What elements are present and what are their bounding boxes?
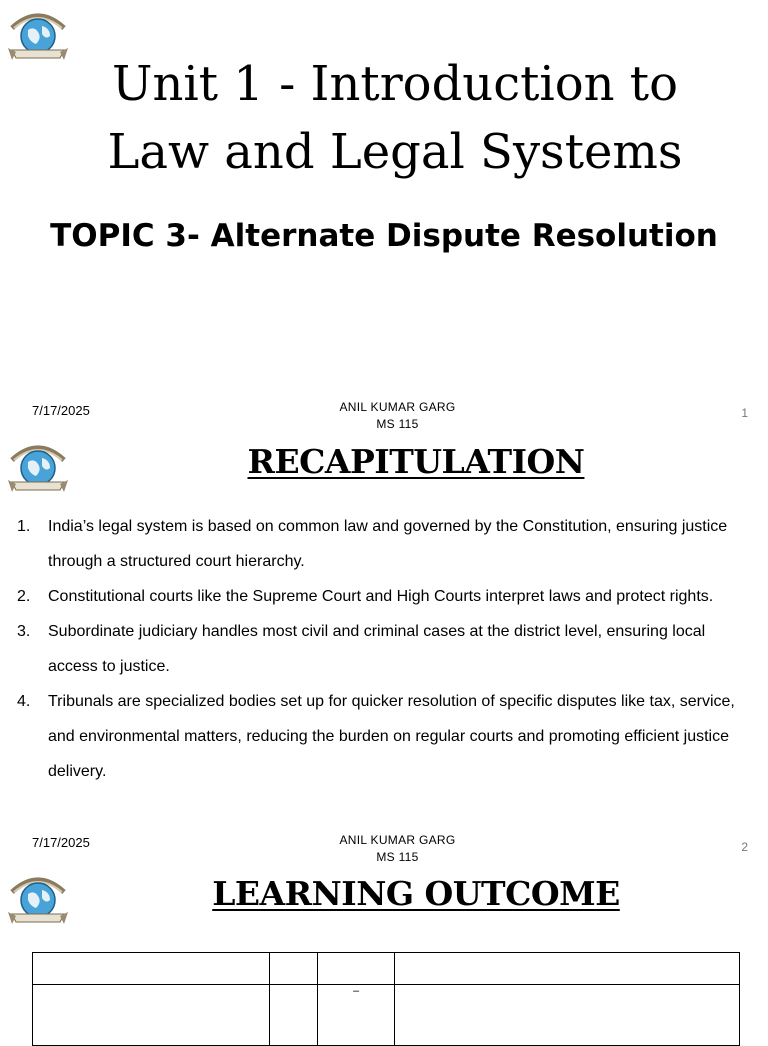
- list-item-text: Tribunals are specialized bodies set up for quicker resolution of specific disputes like tax, service, and environmental matters, reducing the burden on regular courts and promoting efficient justice delivery.: [48, 693, 735, 780]
- footer-date: 7/17/2025: [32, 835, 90, 850]
- list-item-number: 3.: [17, 623, 31, 640]
- learning-outcome-heading: LEARNING OUTCOME: [212, 874, 620, 913]
- table-cell: [33, 953, 270, 985]
- table-cell: [318, 985, 395, 1046]
- list-item: [14, 614, 759, 684]
- footer-date: 7/17/2025: [32, 403, 90, 418]
- recapitulation-heading: RECAPITULATION: [247, 442, 585, 481]
- footer-room: MS 115: [376, 850, 419, 864]
- table-cell: [395, 985, 740, 1046]
- table-cell: [33, 985, 270, 1046]
- list-item-number: 2.: [17, 588, 31, 605]
- recap-list: [14, 509, 759, 789]
- list-item-number: 4.: [17, 693, 31, 710]
- footer-author: ANIL KUMAR GARG: [339, 400, 456, 414]
- list-item: [14, 579, 759, 614]
- slide-3: [0, 864, 768, 1024]
- footer-room: MS 115: [376, 417, 419, 431]
- slide-title: [0, 50, 768, 186]
- list-item: [14, 509, 759, 579]
- table-cell: [318, 953, 395, 985]
- table-cell: [270, 985, 318, 1046]
- slide-1: [0, 0, 768, 432]
- table-row: [33, 985, 740, 1046]
- list-item-text: India’s legal system is based on common law and governed by the Constitution, ensuring justice through a structured court hierarchy.: [48, 518, 728, 570]
- footer-author-block: [0, 832, 768, 866]
- table-cell: [395, 953, 740, 985]
- table-cell-mark: –: [352, 985, 360, 997]
- outcome-table: [32, 952, 740, 1046]
- table-cell: [270, 953, 318, 985]
- slide-number: 1: [741, 406, 748, 420]
- footer-author: ANIL KUMAR GARG: [339, 833, 456, 847]
- slide-title-line-1: Unit 1 - Introduction to: [112, 56, 678, 112]
- slide-2: [0, 432, 768, 864]
- slide-number: 2: [741, 840, 748, 854]
- list-item: [14, 684, 759, 789]
- footer-author-block: [0, 399, 768, 433]
- slide-title-line-2: Law and Legal Systems: [107, 124, 683, 180]
- topic-subtitle: TOPIC 3- Alternate Dispute Resolution: [50, 218, 718, 254]
- list-item-text: Constitutional courts like the Supreme Court and High Courts interpret laws and protect rights.: [48, 588, 714, 605]
- table-row: [33, 953, 740, 985]
- list-item-number: 1.: [17, 518, 31, 535]
- list-item-text: Subordinate judiciary handles most civil and criminal cases at the district level, ensuring local access to justice.: [48, 623, 706, 675]
